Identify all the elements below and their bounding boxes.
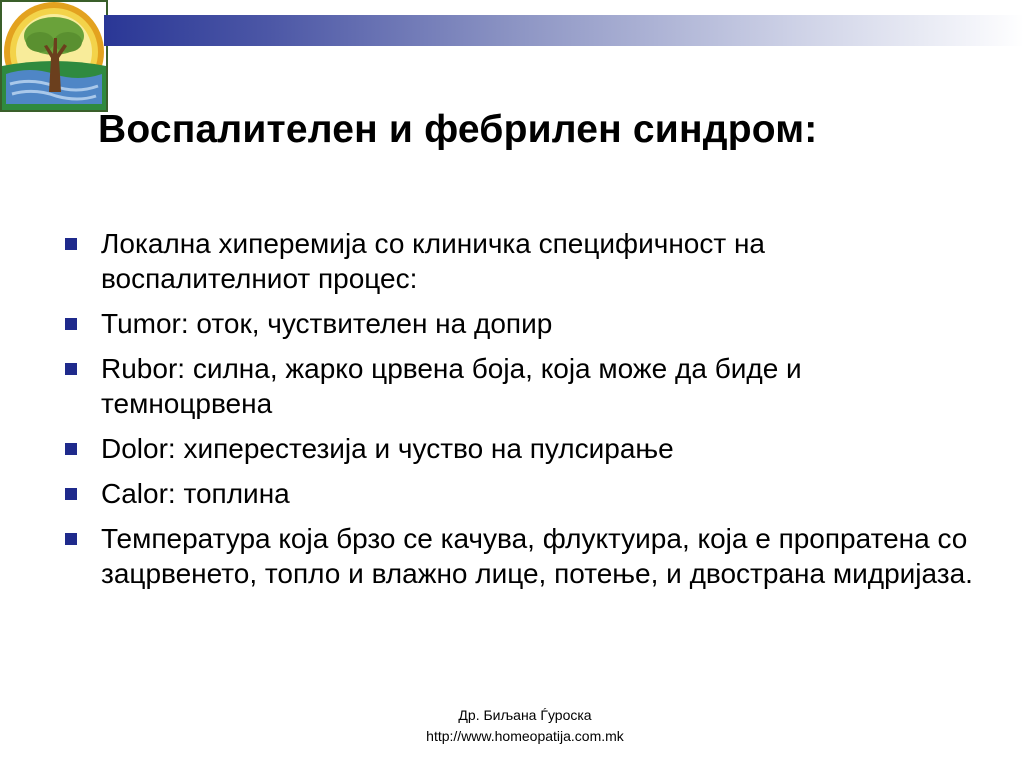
footer-author: Др. Биљана Ѓуроска <box>458 707 592 723</box>
list-item-text: Dolor: хиперестезија и чуство на пулсирање <box>101 433 674 464</box>
footer <box>360 705 690 747</box>
list-item <box>60 476 980 511</box>
square-bullet-icon <box>65 443 77 455</box>
list-item-text: Температура која брзо се качува, флуктуира, која е пропратена со зацрвенето, топло и влажно лице, потење, и двострана мидријаза. <box>101 523 973 589</box>
header-gradient-band <box>104 15 1024 46</box>
list-item <box>60 431 980 466</box>
list-item-text: Tumor: оток, чуствителен на допир <box>101 308 553 339</box>
footer-url: http://www.homeopatija.com.mk <box>426 728 624 744</box>
bullet-list <box>60 226 980 601</box>
list-item <box>60 521 980 591</box>
square-bullet-icon <box>65 488 77 500</box>
slide-title: Воспалителен и фебрилен синдром: <box>98 108 818 151</box>
square-bullet-icon <box>65 533 77 545</box>
square-bullet-icon <box>65 238 77 250</box>
list-item <box>60 351 980 421</box>
list-item <box>60 226 980 296</box>
tree-logo-icon <box>0 0 108 112</box>
list-item-text: Rubor: силна, жарко црвена боја, која може да биде и темноцрвена <box>101 353 802 419</box>
list-item-text: Calor: топлина <box>101 478 290 509</box>
square-bullet-icon <box>65 363 77 375</box>
square-bullet-icon <box>65 318 77 330</box>
list-item <box>60 306 980 341</box>
list-item-text: Локална хиперемија со клиничка специфичност на воспалителниот процес: <box>101 228 765 294</box>
